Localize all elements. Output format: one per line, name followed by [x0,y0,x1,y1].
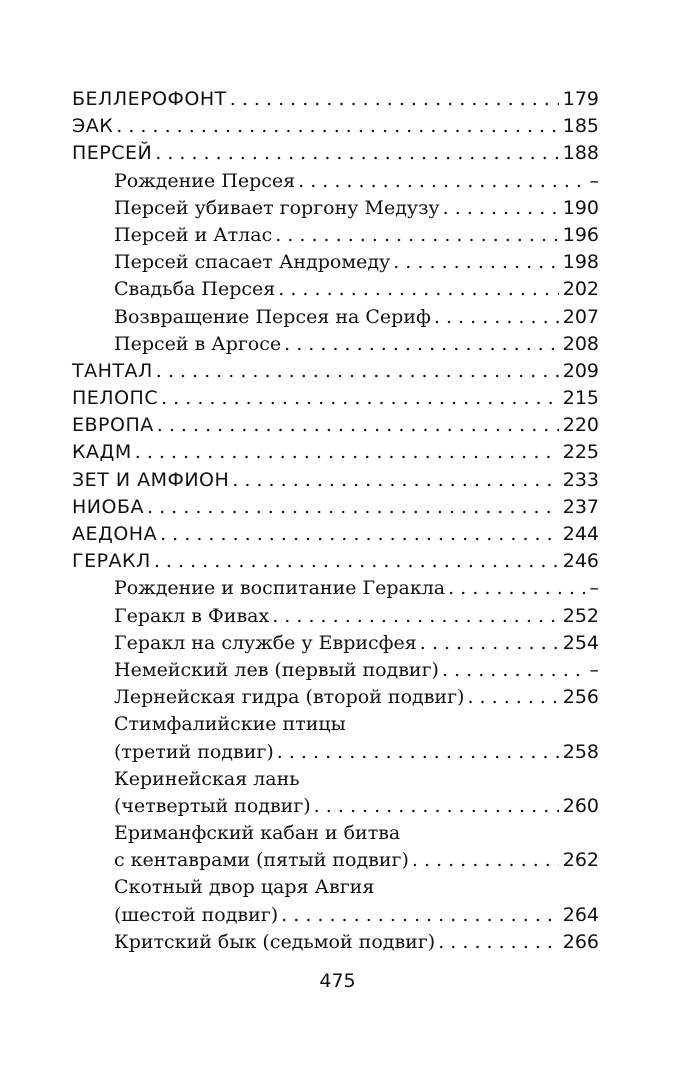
dot-leader [147,494,559,521]
toc-entry-title: ЭАК [72,115,114,138]
dot-leader [281,902,559,929]
toc-subentry-title-line1: Стимфалийские птицы [114,713,346,736]
dot-leader [438,929,559,956]
toc-subentry [72,304,599,331]
toc-entry-title: ЗЕТ И АМФИОН [72,468,230,491]
dot-leader [420,630,559,657]
toc-subentry-page: 260 [562,794,599,817]
dot-leader [232,467,558,494]
dot-leader [154,548,559,575]
dot-leader [157,412,559,439]
dot-leader [443,195,559,222]
toc-subentry-title: Персей убивает горгону Медузу [114,196,440,219]
toc-subentry-page: 202 [562,278,599,301]
toc-subentry-title: Персей в Аргосе [114,332,282,355]
toc-subentry-title: Рождение и воспитание Геракла [114,577,446,600]
toc-entry-page: 233 [562,468,599,491]
toc-entry-title: ТАНТАЛ [72,359,153,382]
toc-entry-page: 225 [562,441,599,464]
dot-leader [275,222,559,249]
toc-subentry-page: 190 [562,196,599,219]
dot-leader [314,793,559,820]
toc-subentry-title: Свадьба Персея [114,278,276,301]
toc-subentry-title: Геракл на службе у Еврисфея [114,631,417,654]
toc-subentry-title: с кентаврами (пятый подвиг) [114,849,409,872]
toc-subentry-title: Персей спасает Андромеду [114,251,391,274]
toc-subentry-page: 262 [562,849,599,872]
toc-entry-page: 215 [562,387,599,410]
toc-entry [72,439,599,466]
toc-entry [72,548,599,575]
dot-leader [160,521,559,548]
toc-entry [72,86,599,113]
toc-subentry-title: Немейский лев (первый подвиг) [114,658,439,681]
toc-subentry-title-line1: Ериманфский кабан и битва [114,822,401,845]
toc-subentry-first-line [72,874,599,901]
toc-entry-title: ПЕРСЕЙ [72,142,153,165]
toc-subentry [72,684,599,711]
dot-leader [442,657,586,684]
page-number: 475 [319,970,356,992]
dot-leader [298,168,585,195]
toc-subentry-first-line [72,766,599,793]
toc-subentry-title: (шестой подвиг) [114,903,279,926]
toc-subentry-page: 198 [562,251,599,274]
toc-subentry-page: 266 [562,930,599,953]
dot-leader [284,331,559,358]
toc-entry [72,467,599,494]
dot-leader [278,276,558,303]
toc-entry-page: 185 [562,115,599,138]
toc-subentry [72,331,599,358]
toc-subentry [72,657,599,684]
dot-leader [467,684,558,711]
toc-entry-page: 220 [562,414,599,437]
toc-subentry-page: 254 [562,631,599,654]
toc-entry-page: 244 [562,523,599,545]
toc-subentry-page: 207 [562,305,599,328]
dot-leader [161,385,559,412]
toc-subentry-page: – [589,658,599,681]
toc-entry-title: БЕЛЛЕРОФОНТ [72,88,227,110]
dot-leader [412,847,559,874]
toc-subentry-page: – [589,169,599,192]
toc-subentry [72,575,599,602]
toc-subentry [72,739,599,766]
toc-subentry-title: Геракл в Фивах [114,604,270,627]
toc-entry [72,358,599,385]
toc-subentry [72,847,599,874]
dot-leader [277,739,559,766]
toc-subentry-title: (четвертый подвиг) [114,794,311,817]
dot-leader [272,603,559,630]
toc-entry [72,385,599,412]
dot-leader [155,140,559,167]
toc-subentry-first-line [72,820,599,847]
toc-entry-title: ПЕЛОПС [72,387,159,410]
toc-subentry [72,195,599,222]
toc-entry-title: НИОБА [72,495,144,518]
toc-entry-title: ГЕРАКЛ [72,550,151,573]
toc-entry [72,494,599,521]
toc-subentry-title-line1: Керинейская лань [114,767,300,790]
toc-subentry-title: Рождение Персея [114,169,296,192]
toc-subentry-page: 258 [562,740,599,763]
toc-entry-page: 209 [562,359,599,382]
toc-entry [72,140,599,167]
toc-subentry-page: 208 [562,332,599,355]
toc-subentry-page: 252 [562,604,599,627]
toc-entry-title: ЕВРОПА [72,414,154,437]
toc-subentry-title: Лернейская гидра (второй подвиг) [114,686,465,709]
toc-subentry-title-line1: Скотный двор царя Авгия [114,876,375,899]
toc-subentry [72,249,599,276]
toc-subentry [72,929,599,956]
toc-subentry [72,902,599,929]
toc-entry [72,521,599,548]
toc-subentry [72,630,599,657]
toc-entry-title: КАДМ [72,441,132,464]
toc-subentry [72,793,599,820]
dot-leader [393,249,559,276]
toc-subentry-page: – [589,577,599,600]
toc-entry-page: 246 [562,550,599,573]
toc-subentry-page: 256 [562,686,599,709]
dot-leader [116,113,558,140]
toc-subentry [72,168,599,195]
toc-subentry-title: Персей и Атлас [114,223,273,246]
toc-subentry [72,222,599,249]
toc-subentry-page: 196 [562,223,599,246]
toc-subentry [72,276,599,303]
toc-subentry-title: (третий подвиг) [114,740,274,763]
table-of-contents [72,86,599,956]
toc-entry-title: АЕДОНА [72,523,158,545]
dot-leader [156,358,559,385]
toc-subentry-first-line [72,711,599,738]
toc-entry [72,412,599,439]
dot-leader [230,86,559,113]
dot-leader [448,575,585,602]
toc-subentry-page: 264 [562,903,599,926]
toc-subentry-title: Возвращение Персея на Сериф [114,305,431,328]
toc-entry-page: 179 [562,88,599,110]
dot-leader [135,439,559,466]
toc-subentry [72,603,599,630]
toc-entry-page: 188 [562,142,599,165]
toc-entry-page: 237 [562,495,599,518]
dot-leader [434,304,559,331]
toc-entry [72,113,599,140]
toc-subentry-title: Критский бык (седьмой подвиг) [114,930,436,953]
